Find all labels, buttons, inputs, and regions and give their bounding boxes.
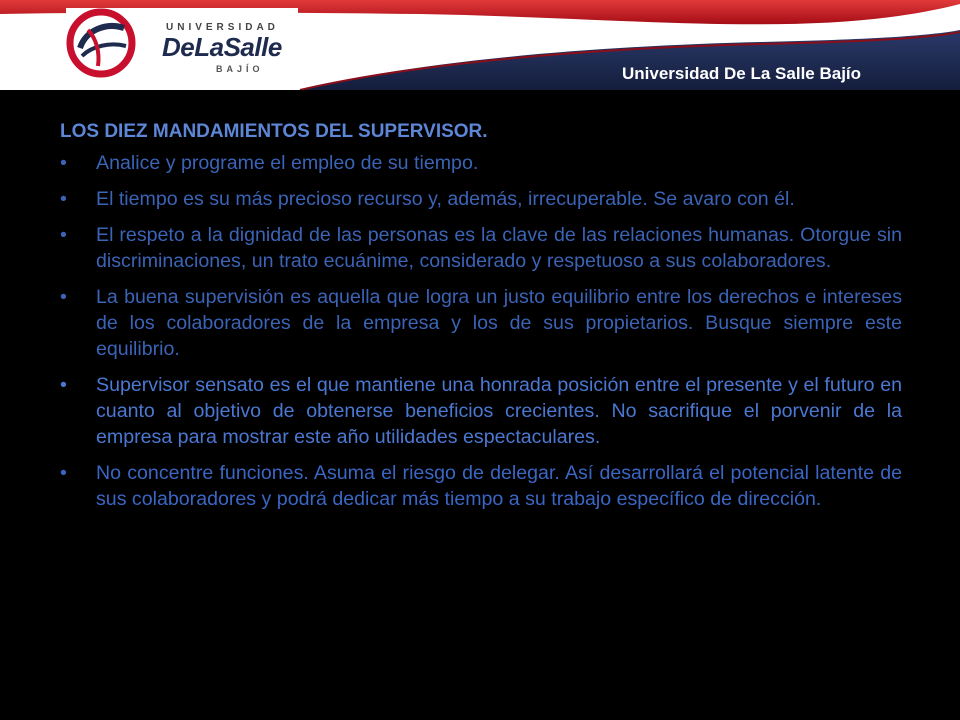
slide-content bbox=[60, 120, 902, 522]
list-item bbox=[60, 150, 902, 176]
list-item bbox=[60, 372, 902, 450]
list-item-text: El tiempo es su más precioso recurso y, además, irrecuperable. Se avaro con él. bbox=[96, 188, 795, 210]
bullet-list bbox=[60, 150, 902, 512]
bullet-icon: • bbox=[60, 374, 67, 396]
bullet-icon: • bbox=[60, 188, 67, 210]
logo-emblem-icon bbox=[66, 8, 136, 78]
header-banner bbox=[0, 0, 960, 90]
header-title: Universidad De La Salle Bajío bbox=[622, 64, 862, 83]
logo-main-text: DeLaSalle bbox=[162, 32, 282, 62]
list-item-text: Analice y programe el empleo de su tiempo. bbox=[96, 152, 479, 174]
list-item bbox=[60, 460, 902, 512]
list-item-text: No concentre funciones. Asuma el riesgo de delegar. Así desarrollará el potencial latente de sus colaboradores y podrá dedicar más tiempo a su trabajo específico de dirección. bbox=[96, 462, 902, 510]
logo-top-text: UNIVERSIDAD bbox=[166, 22, 279, 33]
slide-title: LOS DIEZ MANDAMIENTOS DEL SUPERVISOR. bbox=[60, 121, 488, 142]
list-item bbox=[60, 186, 902, 212]
bullet-icon: • bbox=[60, 224, 67, 246]
list-item bbox=[60, 222, 902, 274]
logo-sub-text: BAJÍO bbox=[216, 64, 264, 74]
list-item-text: Supervisor sensato es el que mantiene una honrada posición entre el presente y el futuro en cuanto al objetivo de obtenerse beneficios crecientes. No sacrifique el porvenir de la empresa para mostrar este año utilidades espectaculares. bbox=[96, 374, 902, 448]
list-item-text: La buena supervisión es aquella que logra un justo equilibrio entre los derechos e intereses de los colaboradores de la empresa y los de sus propietarios. Busque siempre este equilibrio. bbox=[96, 286, 902, 360]
bullet-icon: • bbox=[60, 286, 67, 308]
list-item-text: El respeto a la dignidad de las personas es la clave de las relaciones humanas. Otorgue sin discriminaciones, un trato ecuánime, considerado y respetuoso a sus colaboradores. bbox=[96, 224, 902, 272]
bullet-icon: • bbox=[60, 462, 67, 484]
university-logo bbox=[66, 8, 298, 88]
list-item bbox=[60, 284, 902, 362]
bullet-icon: • bbox=[60, 152, 67, 174]
